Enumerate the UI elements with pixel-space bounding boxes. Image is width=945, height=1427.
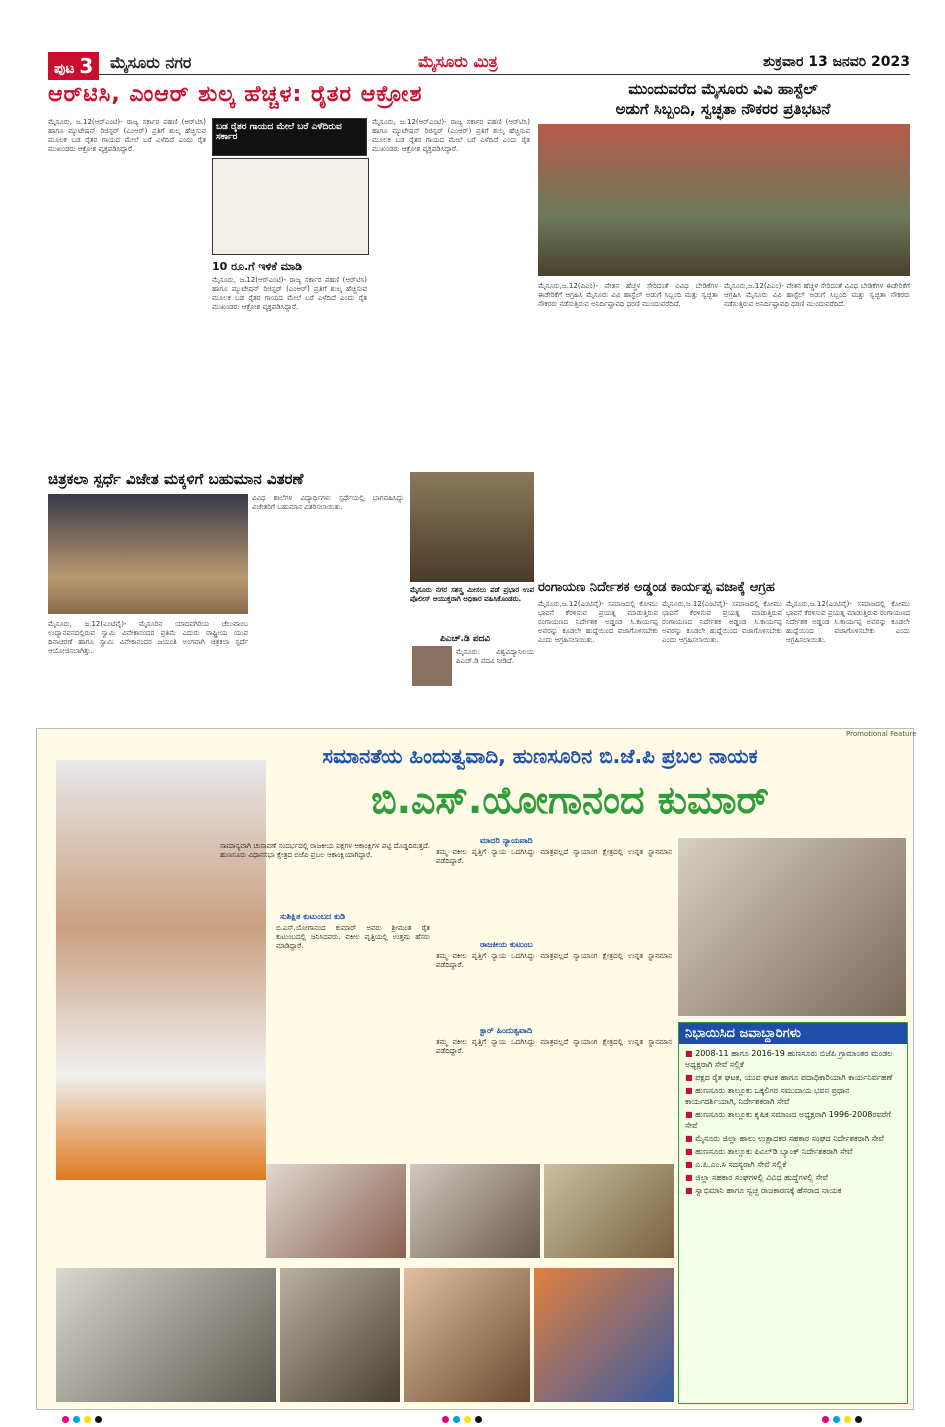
promo-sub3: ರಾಜಕೀಯ ಕುಟುಂಬ <box>480 940 533 949</box>
section-title: ಮೈಸೂರು ನಗರ <box>110 53 192 72</box>
collage-photo-3 <box>544 1164 674 1258</box>
article1-body-col1: ಮೈಸೂರು, ಜ.12(ಆರ್‌ಎಂಟಿ)- ರಾಜ್ಯ ಸರ್ಕಾರ ಪಹಣಿ (ಆರ್‌ಟಿಸಿ) ಹಾಗೂ ಮ್ಯುಟೇಷನ್ ರಿಜಿಸ್ಟರ್ (ಎಂಆರ್) ಪ್ರತಿಗೆ ಶುಲ್ಕ ಹೆಚ್ಚಿಸುವ ಮೂಲಕ ಬಡ ರೈತರ ಗಾಯದ ಮೇಲೆ ಬರೆ ಎಳೆದಿದೆ ಎಂದು ರೈತ ಮುಖಂಡರು ಆಕ್ರೋಶ ವ್ಯಕ್ತಪಡಿಸಿದ್ದಾರೆ. <box>48 118 206 153</box>
masthead: ಮೈಸೂರು ಮಿತ್ರ <box>418 52 498 71</box>
article1-headline: ಆರ್‌ಟಿಸಿ, ಎಂಆರ್ ಶುಲ್ಕ ಹೆಚ್ಚಳ: ರೈತರ ಆಕ್ರೋಶ <box>48 82 423 107</box>
page-number: 3 <box>79 54 94 78</box>
article4-headline: ರಂಗಾಯಣ ನಿರ್ದೇಶಕ ಅಡ್ಡಂಡ ಕಾರ್ಯಪ್ಪ ವಜಾಕ್ಕೆ ಆಗ್ರಹ <box>538 580 775 595</box>
article1-body-col3: ಮೈಸೂರು, ಜ.12(ಆರ್‌ಎಂಟಿ)- ರಾಜ್ಯ ಸರ್ಕಾರ ಪಹಣಿ (ಆರ್‌ಟಿಸಿ) ಹಾಗೂ ಮ್ಯುಟೇಷನ್ ರಿಜಿಸ್ಟರ್ (ಎಂಆರ್) ಪ್ರತಿಗೆ ಶುಲ್ಕ ಹೆಚ್ಚಿಸುವ ಮೂಲಕ ಬಡ ರೈತರ ಗಾಯದ ಮೇಲೆ ಬರೆ ಎಳೆದಿದೆ ಎಂದು ರೈತ ಮುಖಂಡರು ಆಕ್ರೋಶ ವ್ಯಕ್ತಪಡಿಸಿದ್ದಾರೆ. <box>372 118 530 153</box>
article4-body-col2: ಮೈಸೂರು,ಜ.12(ಎಂಟಿವೈ)- ಸಮಾಜದಲ್ಲಿ ಕೋಮು ಭಾವನೆ ಕೆರಳಿಸುವ ಪ್ರಯತ್ನ ಮಾಡುತ್ತಿರುವ ರಂಗಾಯಣದ ನಿರ್ದೇಶಕ ಅಡ್ಡಂಡ ಸಿ.ಕಾರ್ಯಪ್ಪ ಅವರನ್ನು ಕೂಡಲೇ ಹುದ್ದೆಯಿಂದ ವಜಾಗೊಳಿಸಬೇಕು ಎಂದು ಆಗ್ರಹಿಸಲಾಯಿತು. <box>662 600 782 644</box>
article4-body-col3: ಮೈಸೂರು,ಜ.12(ಎಂಟಿವೈ)- ಸಮಾಜದಲ್ಲಿ ಕೋಮು ಭಾವನೆ ಕೆರಳಿಸುವ ಪ್ರಯತ್ನ ಮಾಡುತ್ತಿರುವ ರಂಗಾಯಣದ ನಿರ್ದೇಶಕ ಅಡ್ಡಂಡ ಸಿ.ಕಾರ್ಯಪ್ಪ ಅವರನ್ನು ಕೂಡಲೇ ಹುದ್ದೆಯಿಂದ ವಜಾಗೊಳಿಸಬೇಕು ಎಂದು ಆಗ್ರಹಿಸಲಾಯಿತು. <box>786 600 910 644</box>
article1-subhead: 10 ರೂ.ಗೆ ಇಳಿಕೆ ಮಾಡಿ <box>212 260 303 273</box>
promo-col1: ಬಿ.ಎಸ್.ಯೋಗಾನಂದ ಕುಮಾರ್ ಅವರು ಶ್ರೀಮಂತ ರೈತ ಕುಟುಂಬದಲ್ಲಿ ಜನಿಸಿದವರು. ವಕೀಲ ವೃತ್ತಿಯಲ್ಲಿ ಉತ್ತಮ ಹೆಸರು ಮಾಡಿದ್ದಾರೆ. <box>276 924 430 950</box>
candidate-portrait <box>56 760 266 1180</box>
responsibilities-box <box>678 1022 908 1404</box>
police-photo-caption: ಮೈಸೂರು ನಗರ ಸಶಸ್ತ್ರ ಮೀಸಲು ಪಡೆ ಪ್ರಭಾರ ಉಪ ಪೊಲೀಸ್ ಆಯುಕ್ತರಾಗಿ ಅಧಿಕಾರ ವಹಿಸಿಕೊಂಡರು. <box>410 586 534 603</box>
promo-col2b: ತಮ್ಮ ವಕೀಲ ವೃತ್ತಿಗೆ ನ್ಯಾಯ ಒದಗಿಸಿದ್ದು ಮಾತ್ರವಲ್ಲದೆ ನ್ಯಾಯಾಂಗ ಕ್ಷೇತ್ರದಲ್ಲಿ ಉನ್ನತ ಸ್ಥಾನಮಾನ ಪಡೆದಿದ್ದಾರೆ. <box>436 952 672 969</box>
page-header <box>48 52 910 78</box>
responsibilities-list <box>685 1048 901 1196</box>
article3-body: ವಿವಿಧ ಶಾಲೆಗಳ ವಿದ್ಯಾರ್ಥಿಗಳು ಸ್ಪರ್ಧೆಯಲ್ಲಿ ಭಾಗವಹಿಸಿದ್ದು ವಿಜೇತರಿಗೆ ಬಹುಮಾನ ವಿತರಿಸಲಾಯಿತು. <box>252 494 404 511</box>
promo-sub2: ಮಾದರಿ ನ್ಯಾಯವಾದಿ <box>480 836 533 845</box>
article2-body-col1: ಮೈಸೂರು,ಜ.12(ಪಿಎಂ)- ವೇತನ ಹೆಚ್ಚಳ ಸೇರಿದಂತೆ ವಿವಿಧ ಬೇಡಿಕೆಗಳ ಈಡೇರಿಕೆಗೆ ಆಗ್ರಹಿಸಿ ಮೈಸೂರು ವಿವಿ ಹಾಸ್ಟೆಲ್ ಅಡುಗೆ ಸಿಬ್ಬಂದಿ ಮತ್ತು ಸ್ವಚ್ಛತಾ ನೌಕರರು ನಡೆಸುತ್ತಿರುವ ಅನಿರ್ದಿಷ್ಟಾವಧಿ ಧರಣಿ ಮುಂದುವರೆದಿದೆ. <box>538 282 718 308</box>
responsibility-item: ■ ಹುಣಸೂರು ತಾಲ್ಲೂಕು ಕೃಷಿಕ ಸಮಾಜದ ಅಧ್ಯಕ್ಷರಾಗಿ 1996-2008ರವರೆಗೆ ಸೇವೆ <box>685 1109 901 1131</box>
promo-sub1: ಸುಶಿಕ್ಷಿತ ಕುಟುಂಬದ ಕುಡಿ <box>280 912 346 921</box>
collage-photo-6 <box>404 1268 530 1402</box>
responsibility-item: ■ ಪಕ್ಷದ ರೈತ ಘಟಕ, ಯುವ ಘಟಕ ಹಾಗೂ ಪದಾಧಿಕಾರಿಯಾಗಿ ಕಾರ್ಯನಿರ್ವಹಣೆ <box>685 1072 901 1083</box>
promo-sub4: ಕ್ಟಾರ್ ಹಿಂದುತ್ವವಾದಿ <box>480 1026 533 1035</box>
collage-photo-2 <box>410 1164 540 1258</box>
meeting-photo <box>678 838 906 1016</box>
print-registration-marks <box>440 1408 484 1427</box>
protest-photo <box>538 124 910 276</box>
promo-label: Promotional Feature <box>846 730 917 738</box>
promo-intro: ಸಾಮಾನ್ಯವಾಗಿ ಚುನಾವಣೆ ಸಂದರ್ಭದಲ್ಲಿ ರಾಜಕೀಯ ಪಕ್ಷಗಳ ಆಕಾಂಕ್ಷಿಗಳ ಪಟ್ಟಿ ದೊಡ್ಡದಿರುತ್ತದೆ. ಹುಣಸೂರು ವಿಧಾನಸಭಾ ಕ್ಷೇತ್ರದ ಬಿಜೆಪಿ ಪ್ರಬಲ ಆಕಾಂಕ್ಷಿಯಾಗಿದ್ದಾರೆ. <box>220 842 430 859</box>
article2-headline-line1: ಮುಂದುವರೆದ ಮೈಸೂರು ವಿವಿ ಹಾಸ್ಟೆಲ್ <box>628 80 818 98</box>
responsibility-item: ■ ಎ.ಪಿ.ಎಂ.ಸಿ ಸದಸ್ಯರಾಗಿ ಸೇವೆ ಸಲ್ಲಿಕೆ <box>685 1159 901 1170</box>
phd-portrait <box>412 646 452 686</box>
phd-title: ಪಿಎಚ್‌.ಡಿ ಪದವಿ <box>440 634 491 644</box>
responsibilities-title: ನಿಭಾಯಿಸಿದ ಜವಾಬ್ದಾರಿಗಳು <box>679 1023 907 1044</box>
article2-headline-line2: ಅಡುಗೆ ಸಿಬ್ಬಂದಿ, ಸ್ವಚ್ಛತಾ ನೌಕರರ ಪ್ರತಿಭಟನೆ <box>615 100 831 118</box>
promo-title-line2: ಬಿ.ಎಸ್.ಯೋಗಾನಂದ ಕುಮಾರ್ <box>371 778 769 822</box>
responsibility-item: ■ ಹುಣಸೂರು ತಾಲ್ಲೂಕು ಪಿಎಲ್‌ಡಿ ಬ್ಯಾಂಕ್ ನಿರ್ದೇಶಕರಾಗಿ ಸೇವೆ <box>685 1146 901 1157</box>
article3-caption: ಮೈಸೂರು, ಜ.12(ಎಂಟಿವೈ)- ಮೈಸೂರಿನ ಯಾದವಗಿರಿಯ ಚೆಲುವಾಂಬ ಉದ್ಯಾನವನದಲ್ಲಿರುವ ಸ್ವಾಮಿ ವಿವೇಕಾನಂದರ ಪ್ರತಿಮೆ ಎದುರು ರಾಷ್ಟ್ರೀಯ ಯುವ ದಿನಾಚರಣೆ ಹಾಗೂ ಸ್ವಾಮಿ ವಿವೇಕಾನಂದರ ಜಯಂತಿ ಅಂಗವಾಗಿ ಚಿತ್ರಕಲಾ ಸ್ಪರ್ಧೆ ಆಯೋಜಿಸಲಾಗಿತ್ತು. <box>48 620 248 655</box>
collage-photo-1 <box>266 1164 406 1258</box>
article3-headline: ಚಿತ್ರಕಲಾ ಸ್ಪರ್ಧೆ ವಿಜೇತ ಮಕ್ಕಳಿಗೆ ಬಹುಮಾನ ವಿತರಣೆ <box>48 470 304 488</box>
responsibility-item: ■ ಮೈಸೂರು ಜಿಲ್ಲಾ ಹಾಲು ಉತ್ಪಾದಕರ ಸಹಕಾರ ಸಂಘದ ನಿರ್ದೇಶಕರಾಗಿ ಸೇವೆ <box>685 1133 901 1144</box>
page-label: ಪುಟ <box>54 61 75 77</box>
page-number-badge <box>48 52 99 80</box>
print-registration-marks <box>60 1408 104 1427</box>
promo-title-line1: ಸಮಾನತೆಯ ಹಿಂದುತ್ವವಾದಿ, ಹುಣಸೂರಿನ ಬಿ.ಜೆ.ಪಿ ಪ್ರಬಲ ನಾಯಕ <box>322 744 758 768</box>
promo-col2c: ತಮ್ಮ ವಕೀಲ ವೃತ್ತಿಗೆ ನ್ಯಾಯ ಒದಗಿಸಿದ್ದು ಮಾತ್ರವಲ್ಲದೆ ನ್ಯಾಯಾಂಗ ಕ್ಷೇತ್ರದಲ್ಲಿ ಉನ್ನತ ಸ್ಥಾನಮಾನ ಪಡೆದಿದ್ದಾರೆ. <box>436 1038 672 1055</box>
issue-date: ಶುಕ್ರವಾರ 13 ಜನವರಿ 2023 <box>763 54 910 70</box>
phd-body: ಮೈಸೂರು: ವಿಶ್ವವಿದ್ಯಾನಿಲಯ ಪಿಎಚ್‌.ಡಿ ಪದವಿ ನೀಡಿದೆ. <box>456 648 534 665</box>
responsibility-item: ■ ಜಿಲ್ಲಾ ಸಹಕಾರ ಸಂಘಗಳಲ್ಲಿ ವಿವಿಧ ಹುದ್ದೆಗಳಲ್ಲಿ ಸೇವೆ <box>685 1172 901 1183</box>
article2-body-col2: ಮೈಸೂರು,ಜ.12(ಪಿಎಂ)- ವೇತನ ಹೆಚ್ಚಳ ಸೇರಿದಂತೆ ವಿವಿಧ ಬೇಡಿಕೆಗಳ ಈಡೇರಿಕೆಗೆ ಆಗ್ರಹಿಸಿ ಮೈಸೂರು ವಿವಿ ಹಾಸ್ಟೆಲ್ ಅಡುಗೆ ಸಿಬ್ಬಂದಿ ಮತ್ತು ಸ್ವಚ್ಛತಾ ನೌಕರರು ನಡೆಸುತ್ತಿರುವ ಅನಿರ್ದಿಷ್ಟಾವಧಿ ಧರಣಿ ಮುಂದುವರೆದಿದೆ. <box>724 282 910 308</box>
article4-body-col1: ಮೈಸೂರು,ಜ.12(ಎಂಟಿವೈ)- ಸಮಾಜದಲ್ಲಿ ಕೋಮು ಭಾವನೆ ಕೆರಳಿಸುವ ಪ್ರಯತ್ನ ಮಾಡುತ್ತಿರುವ ರಂಗಾಯಣದ ನಿರ್ದೇಶಕ ಅಡ್ಡಂಡ ಸಿ.ಕಾರ್ಯಪ್ಪ ಅವರನ್ನು ಕೂಡಲೇ ಹುದ್ದೆಯಿಂದ ವಜಾಗೊಳಿಸಬೇಕು ಎಂದು ಆಗ್ರಹಿಸಲಾಯಿತು. <box>538 600 658 644</box>
collage-photo-4 <box>56 1268 276 1402</box>
article1-sidebox: ಬಡ ರೈತರ ಗಾಯದ ಮೇಲೆ ಬರೆ ಎಳೆದಿರುವ ಸರ್ಕಾರ <box>212 118 367 156</box>
responsibility-item: ■ ಹುಣಸೂರು ತಾಲ್ಲೂಕು ಒಕ್ಕಲಿಗರ ಸಮುದಾಯ ಭವನ ಪ್ರಧಾನ ಕಾರ್ಯದರ್ಶಿಯಾಗಿ, ನಿರ್ದೇಶಕರಾಗಿ ಸೇವೆ <box>685 1085 901 1107</box>
collage-photo-5 <box>280 1268 400 1402</box>
responsibility-item: ■ ಸ್ವಾಭಿಮಾನಿ ಹಾಗೂ ಸ್ವಚ್ಛ ರಾಜಕಾರಣಕ್ಕೆ ಹೆಸರಾದ ನಾಯಕ <box>685 1185 901 1196</box>
children-group-photo <box>48 494 248 614</box>
rtc-document-image <box>212 158 369 255</box>
police-officer-photo <box>410 472 534 582</box>
print-registration-marks <box>820 1408 864 1427</box>
responsibility-item: ■ 2008-11 ಹಾಗೂ 2016-19 ಹುಣಸೂರು ಬಿಜೆಪಿ ಗ್ರಾಮಾಂತರ ಮಂಡಲ ಅಧ್ಯಕ್ಷರಾಗಿ ಸೇವೆ ಸಲ್ಲಿಕೆ <box>685 1048 901 1070</box>
article1-body-col2: ಮೈಸೂರು, ಜ.12(ಆರ್‌ಎಂಟಿ)- ರಾಜ್ಯ ಸರ್ಕಾರ ಪಹಣಿ (ಆರ್‌ಟಿಸಿ) ಹಾಗೂ ಮ್ಯುಟೇಷನ್ ರಿಜಿಸ್ಟರ್ (ಎಂಆರ್) ಪ್ರತಿಗೆ ಶುಲ್ಕ ಹೆಚ್ಚಿಸುವ ಮೂಲಕ ಬಡ ರೈತರ ಗಾಯದ ಮೇಲೆ ಬರೆ ಎಳೆದಿದೆ ಎಂದು ರೈತ ಮುಖಂಡರು ಆಕ್ರೋಶ ವ್ಯಕ್ತಪಡಿಸಿದ್ದಾರೆ. <box>212 276 367 311</box>
promo-col2: ತಮ್ಮ ವಕೀಲ ವೃತ್ತಿಗೆ ನ್ಯಾಯ ಒದಗಿಸಿದ್ದು ಮಾತ್ರವಲ್ಲದೆ ನ್ಯಾಯಾಂಗ ಕ್ಷೇತ್ರದಲ್ಲಿ ಉನ್ನತ ಸ್ಥಾನಮಾನ ಪಡೆದಿದ್ದಾರೆ. <box>436 848 672 865</box>
collage-photo-7 <box>534 1268 674 1402</box>
